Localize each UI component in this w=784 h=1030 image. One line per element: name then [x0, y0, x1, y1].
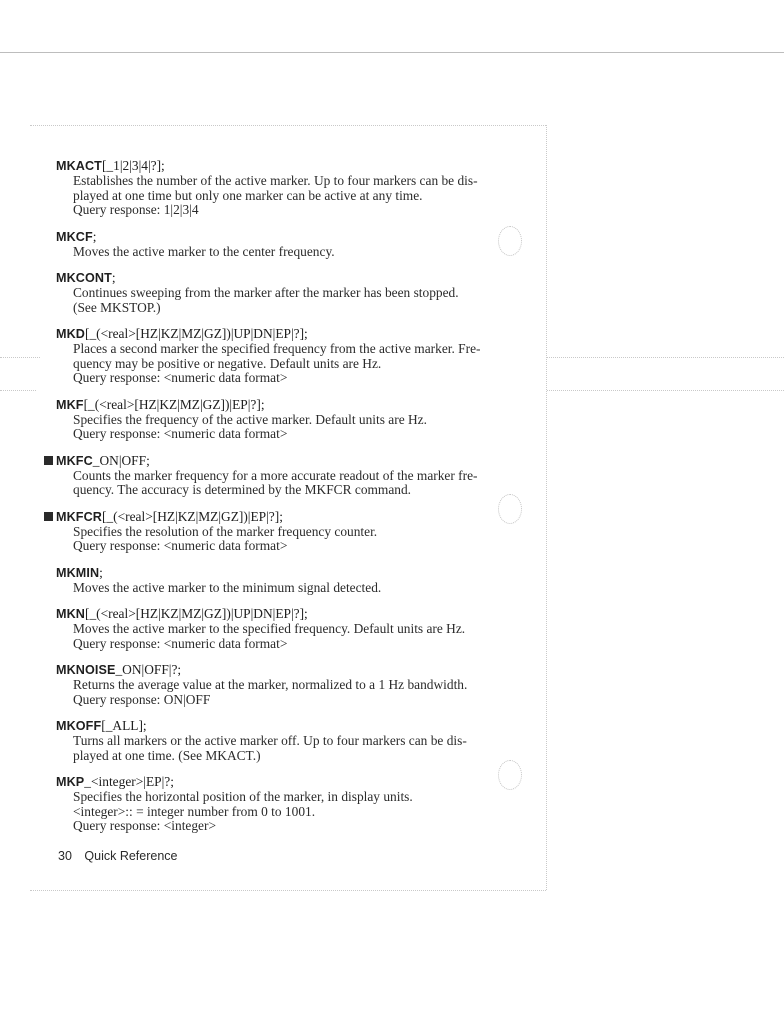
command-entry	[56, 270, 476, 315]
command-syntax	[56, 606, 476, 622]
command-keyword: MKP	[56, 775, 85, 789]
frame-top-rule	[30, 125, 546, 126]
command-syntax	[56, 718, 476, 734]
punch-hole-top	[498, 226, 522, 256]
command-syntax	[56, 229, 476, 245]
command-description-line: Continues sweeping from the marker after the marker has been stopped.	[73, 285, 459, 300]
command-description-line: Query response: <numeric data format>	[73, 426, 288, 441]
page-footer	[58, 849, 178, 863]
command-description-line: Moves the active marker to the center frequency.	[73, 243, 335, 259]
new-feature-marker-icon	[44, 456, 53, 465]
command-parameters: [_1|2|3|4|?];	[101, 158, 165, 173]
new-feature-marker-icon	[44, 512, 53, 521]
command-entry	[56, 397, 476, 442]
margin-rule-left-1	[0, 357, 40, 358]
command-description-line: Query response: <numeric data format>	[73, 635, 288, 651]
command-syntax	[56, 453, 476, 469]
command-keyword: MKNOISE	[56, 663, 116, 677]
command-syntax	[56, 397, 476, 413]
command-parameters: [_(<real>[HZ|KZ|MZ|GZ])|UP|DN|EP|?];	[84, 606, 308, 621]
command-parameters: _<integer>|EP|?;	[84, 774, 174, 789]
command-description-line: Returns the average value at the marker, normalized to a 1 Hz bandwidth.	[73, 677, 468, 692]
command-entry	[56, 229, 476, 260]
command-parameters: ;	[111, 270, 116, 285]
command-description-line: Query response: 1|2|3|4	[73, 202, 199, 217]
footer-section-title: Quick Reference	[84, 849, 178, 863]
page-number: 30	[58, 849, 72, 863]
command-keyword: MKACT	[56, 159, 102, 173]
command-entry	[56, 453, 476, 498]
command-description-line: Counts the marker frequency for a more accurate readout of the marker fre-	[73, 467, 478, 483]
command-entry	[56, 774, 476, 834]
command-keyword: MKMIN	[56, 565, 100, 580]
margin-rule-left-2	[0, 390, 36, 391]
command-description-line: Query response: ON|OFF	[73, 691, 211, 707]
command-description-line: Query response: <numeric data format>	[73, 538, 288, 553]
command-entry	[56, 606, 476, 651]
command-description-line: Specifies the resolution of the marker frequency counter.	[73, 523, 378, 539]
command-description-line: Query response: <integer>	[73, 818, 217, 833]
command-description-line: played at one time but only one marker can be active at any time.	[73, 187, 423, 203]
command-description-line: Query response: <numeric data format>	[73, 370, 288, 385]
command-parameters: _ON|OFF;	[92, 452, 150, 468]
command-parameters: ;	[99, 564, 103, 580]
command-description-line: quency may be positive or negative. Default units are Hz.	[73, 355, 382, 371]
margin-rule-right-2	[547, 390, 784, 391]
command-keyword: MKN	[56, 607, 85, 621]
command-syntax	[56, 509, 476, 525]
command-keyword: MKD	[56, 327, 85, 341]
command-description-line: Moves the active marker to the specified frequency. Default units are Hz.	[73, 621, 466, 636]
command-description-line: Moves the active marker to the minimum signal detected.	[73, 579, 382, 595]
command-parameters: ;	[92, 228, 97, 244]
command-keyword: MKFCR	[56, 509, 102, 524]
command-keyword: MKF	[56, 397, 84, 412]
command-description-line: Establishes the number of the active marker. Up to four markers can be dis-	[73, 173, 478, 188]
command-entry	[56, 718, 476, 763]
command-description-line: Places a second marker the specified frequency from the active marker. Fre-	[73, 341, 481, 356]
command-syntax	[56, 662, 476, 678]
command-description-line: Specifies the frequency of the active marker. Default units are Hz.	[73, 411, 427, 427]
command-syntax	[56, 270, 476, 286]
command-syntax	[56, 565, 476, 581]
punch-hole-middle	[498, 494, 522, 524]
command-parameters: _ON|OFF|?;	[115, 662, 182, 677]
command-entry	[56, 158, 476, 218]
command-description-line: played at one time. (See MKACT.)	[73, 747, 261, 763]
top-rule	[0, 52, 784, 53]
command-description-line: quency. The accuracy is determined by the MKFCR command.	[73, 482, 412, 497]
command-description-line: Turns all markers or the active marker off. Up to four markers can be dis-	[73, 733, 467, 748]
command-keyword: MKOFF	[56, 719, 102, 733]
command-keyword: MKCONT	[56, 271, 112, 285]
margin-rule-right-1	[547, 357, 784, 358]
frame-bottom-rule	[30, 890, 546, 891]
command-syntax	[56, 774, 476, 790]
command-parameters: [_(<real>[HZ|KZ|MZ|GZ])|UP|DN|EP|?];	[84, 326, 308, 341]
command-syntax	[56, 158, 476, 174]
command-description-line: Specifies the horizontal position of the marker, in display units.	[73, 789, 413, 804]
command-entry	[56, 662, 476, 707]
command-syntax	[56, 326, 476, 342]
command-keyword: MKCF	[56, 229, 93, 244]
command-reference-list	[56, 158, 481, 845]
command-parameters: [_(<real>[HZ|KZ|MZ|GZ])|EP|?];	[83, 396, 265, 412]
command-description-line: (See MKSTOP.)	[73, 299, 161, 315]
command-entry	[56, 326, 481, 386]
command-keyword: MKFC	[56, 453, 93, 468]
command-entry	[56, 565, 476, 596]
command-entry	[56, 509, 476, 554]
command-parameters: [_(<real>[HZ|KZ|MZ|GZ])|EP|?];	[101, 508, 283, 524]
command-description-line: <integer>:: = integer number from 0 to 1001.	[73, 803, 316, 819]
command-parameters: [_ALL];	[101, 718, 147, 733]
frame-right-rule	[546, 125, 547, 890]
punch-hole-bottom	[498, 760, 522, 790]
